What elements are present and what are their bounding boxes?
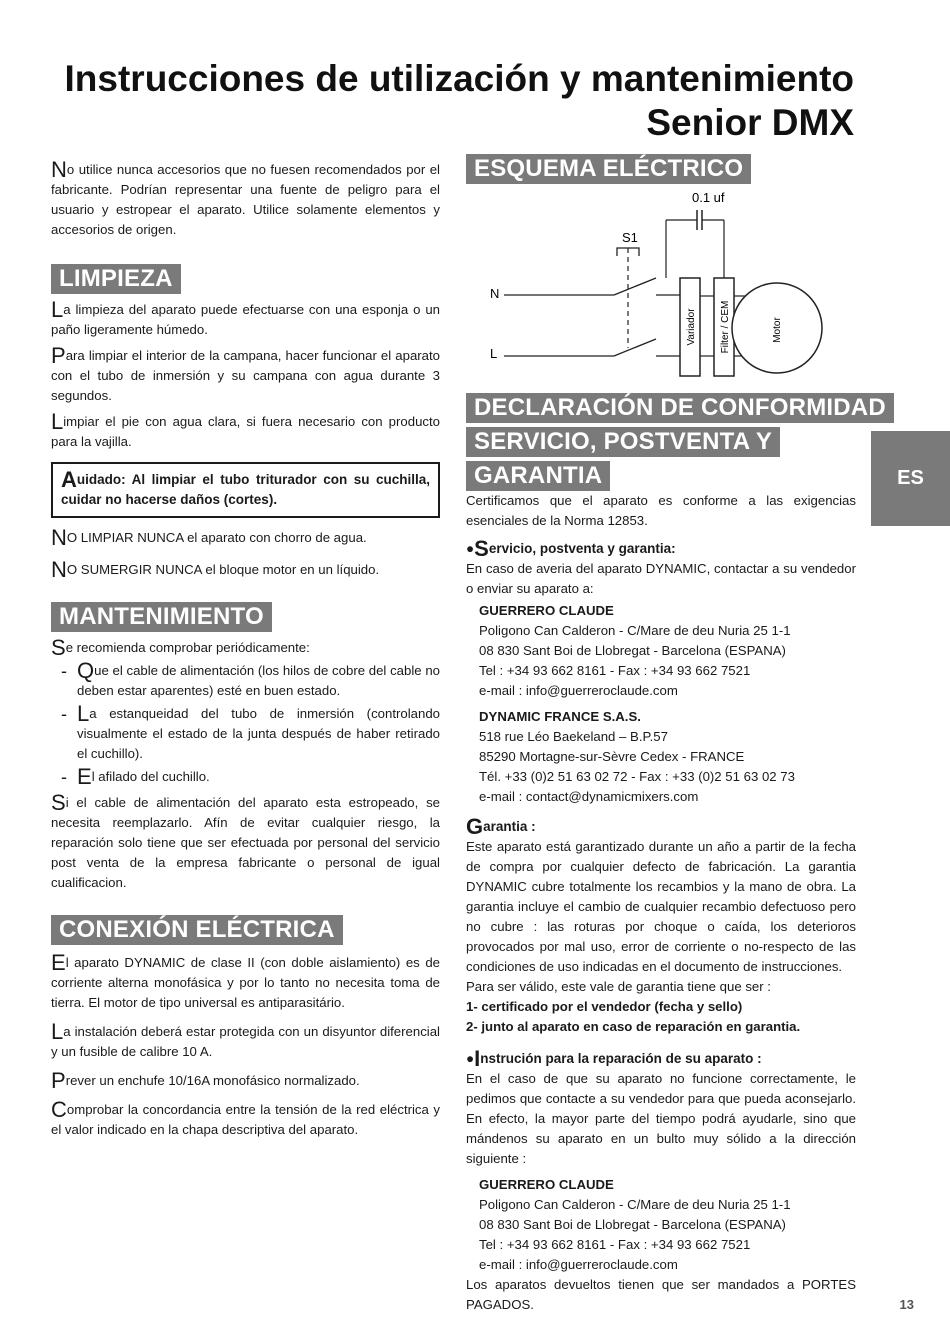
limpieza-p2: Para limpiar el interior de la campana, hacer funcionar el aparato con el tubo de inmersión y su campana con agua durante 3 segundos. <box>51 343 440 403</box>
warning-box: Auidado: Al limpiar el tubo triturador con su cuchilla, cuidar no hacerse daños (cortes). <box>51 462 440 518</box>
list-item: - La estanqueidad del tubo de inmersión (controlando visualmente el estado de la junta después de haber retirado el cuchillo). <box>61 701 440 761</box>
instrucion-footer: Los aparatos devueltos tienen que ser mandados a PORTES PAGADOS. <box>466 1277 856 1312</box>
address-guerrero: GUERRERO CLAUDE Poligono Can Calderon - C/Mare de deu Nuria 25 1-1 08 830 Sant Boi de Llobregat - Barcelona (ESPANA) Tel : +34 93 662 8161 - Fax : +34 93 662 7521 e-mail : info@guerreroclaude.com <box>479 603 791 698</box>
servicio-heading: ●Servicio, postventa y garantia: <box>466 536 676 561</box>
left-column <box>51 157 440 1140</box>
limpieza-heading: LIMPIEZA <box>51 264 181 294</box>
garantia-condition-1: 1- certificado por el vendedor (fecha y sello) <box>466 999 743 1014</box>
list-item: - Que el cable de alimentación (los hilos de cobre del cable no deben estar aparentes) esté en buen estado. <box>61 658 440 698</box>
mantenimiento-p1: Se recomienda comprobar periódicamente: <box>51 635 310 660</box>
declaracion-heading: DECLARACIÓN DE CONFORMIDAD SERVICIO, POSTVENTA Y GARANTIA <box>466 393 894 495</box>
page-number: 13 <box>899 1297 914 1312</box>
conexion-heading: CONEXIÓN ELÉCTRICA <box>51 915 343 945</box>
variador-label: Variador <box>686 308 697 346</box>
instrucion-text: En el caso de que su aparato no funcione correctamente, le pedimos que contacte a su vendedor para que pueda aconsejarlo. En efecto, la mayor parte del tiempo podrá ayudarle, sino que mándenos su aparato en un bulto muy sólido a la dirección siguiente : <box>466 1071 856 1166</box>
instrucion-heading: ●Instrución para la reparación de su aparato : <box>466 1046 762 1071</box>
capacitor-label: 0.1 uf <box>692 190 725 205</box>
mantenimiento-p2: Si el cable de alimentación del aparato esta estropeado, se necesita reemplazarlo. Afín de evitar cualquier riesgo, la reparación solo tiene que ser efectuada por personal del servicio post venta de la empresa fabricante o personal de igual cualificacion. <box>51 790 440 890</box>
switch-contact <box>614 278 656 295</box>
n-label: N <box>490 286 500 301</box>
esquema-heading: ESQUEMA ELÉCTRICO <box>466 154 751 184</box>
declaracion-intro: Certificamos que el aparato es conforme a las exigencias esenciales de la Norma 12853. <box>466 493 856 528</box>
list-item: - El afilado del cuchillo. <box>61 764 210 789</box>
garantia-heading: Garantia : <box>466 814 536 839</box>
page-title: Instrucciones de utilización y mantenimiento <box>64 58 854 99</box>
right-column <box>466 491 856 1315</box>
conexion-p4: Comprobar la concordancia entre la tensión de la red eléctrica y el valor indicado en la chapa descriptiva del aparato. <box>51 1097 440 1137</box>
garantia-text: Este aparato está garantizado durante un año a partir de la fecha de compra por cualquier defecto de fabricación. La garantia DYNAMIC cubre totalmente los recambios y la mano de obra. La garantia incluye el cambio de cualquier recambio defectuoso pero no cubre : las roturas por choque o caída, los deterioros provocados por mal uso, error de corriente o no-respecto de las condiciones de uso indicadas en el documento de instrucciones. <box>466 839 856 974</box>
language-tab: ES <box>871 431 950 526</box>
switch-contact <box>614 339 656 356</box>
limpieza-p1: La limpieza del aparato puede efectuarse con una esponja o un paño ligeramente húmedo. <box>51 297 440 337</box>
limpieza-p4: NO LIMPIAR NUNCA el aparato con chorro de agua. <box>51 525 367 550</box>
garantia-validity: Para ser válido, este vale de garantia tiene que ser : <box>466 979 771 994</box>
conexion-p3: Prever un enchufe 10/16A monofásico normalizado. <box>51 1068 360 1093</box>
page-subtitle: Senior DMX <box>646 102 854 143</box>
servicio-text: En caso de averia del aparato DYNAMIC, contactar a su vendedor o enviar su aparato a: <box>466 561 856 596</box>
limpieza-p3: Limpiar el pie con agua clara, si fuera necesario con producto para la vajilla. <box>51 409 440 449</box>
address-guerrero-repair: GUERRERO CLAUDE Poligono Can Calderon - C/Mare de deu Nuria 25 1-1 08 830 Sant Boi de Llobregat - Barcelona (ESPANA) Tel : +34 93 662 8161 - Fax : +34 93 662 7521 e-mail : info@guerreroclaude.com <box>479 1177 791 1272</box>
conexion-p1: El aparato DYNAMIC de clase II (con doble aislamiento) es de corriente alterna monofásica y por lo tanto no necesita toma de tierra. El motor de tipo universal es antiparasitário. <box>51 950 440 1010</box>
mantenimiento-heading: MANTENIMIENTO <box>51 602 272 632</box>
conexion-p2: La instalación deberá estar protegida con un disyuntor diferencial y un fusible de calibre 10 A. <box>51 1019 440 1059</box>
garantia-condition-2: 2- junto al aparato en caso de reparación en garantia. <box>466 1019 801 1034</box>
wiring-diagram <box>466 186 866 386</box>
switch-label: S1 <box>622 230 638 245</box>
filter-label: Filter / CEM <box>720 300 731 354</box>
limpieza-p5: NO SUMERGIR NUNCA el bloque motor en un líquido. <box>51 557 380 582</box>
motor-label: Motor <box>772 317 783 343</box>
l-label: L <box>490 346 498 361</box>
address-dynamic: DYNAMIC FRANCE S.A.S. 518 rue Léo Baekeland – B.P.57 85290 Mortagne-sur-Sèvre Cedex - FRANCE Tél. +33 (0)2 51 63 02 72 - Fax : +33 (0)2 51 63 02 73 e-mail : contact@dynamicmixers.com <box>479 709 795 804</box>
intro-paragraph: No utilice nunca accesorios que no fuesen recomendados por el fabricante. Podrían representar una fuente de peligro para el usuario y estropear el aparato. Utilice solamente elementos y accesorios de origen. <box>51 157 440 237</box>
